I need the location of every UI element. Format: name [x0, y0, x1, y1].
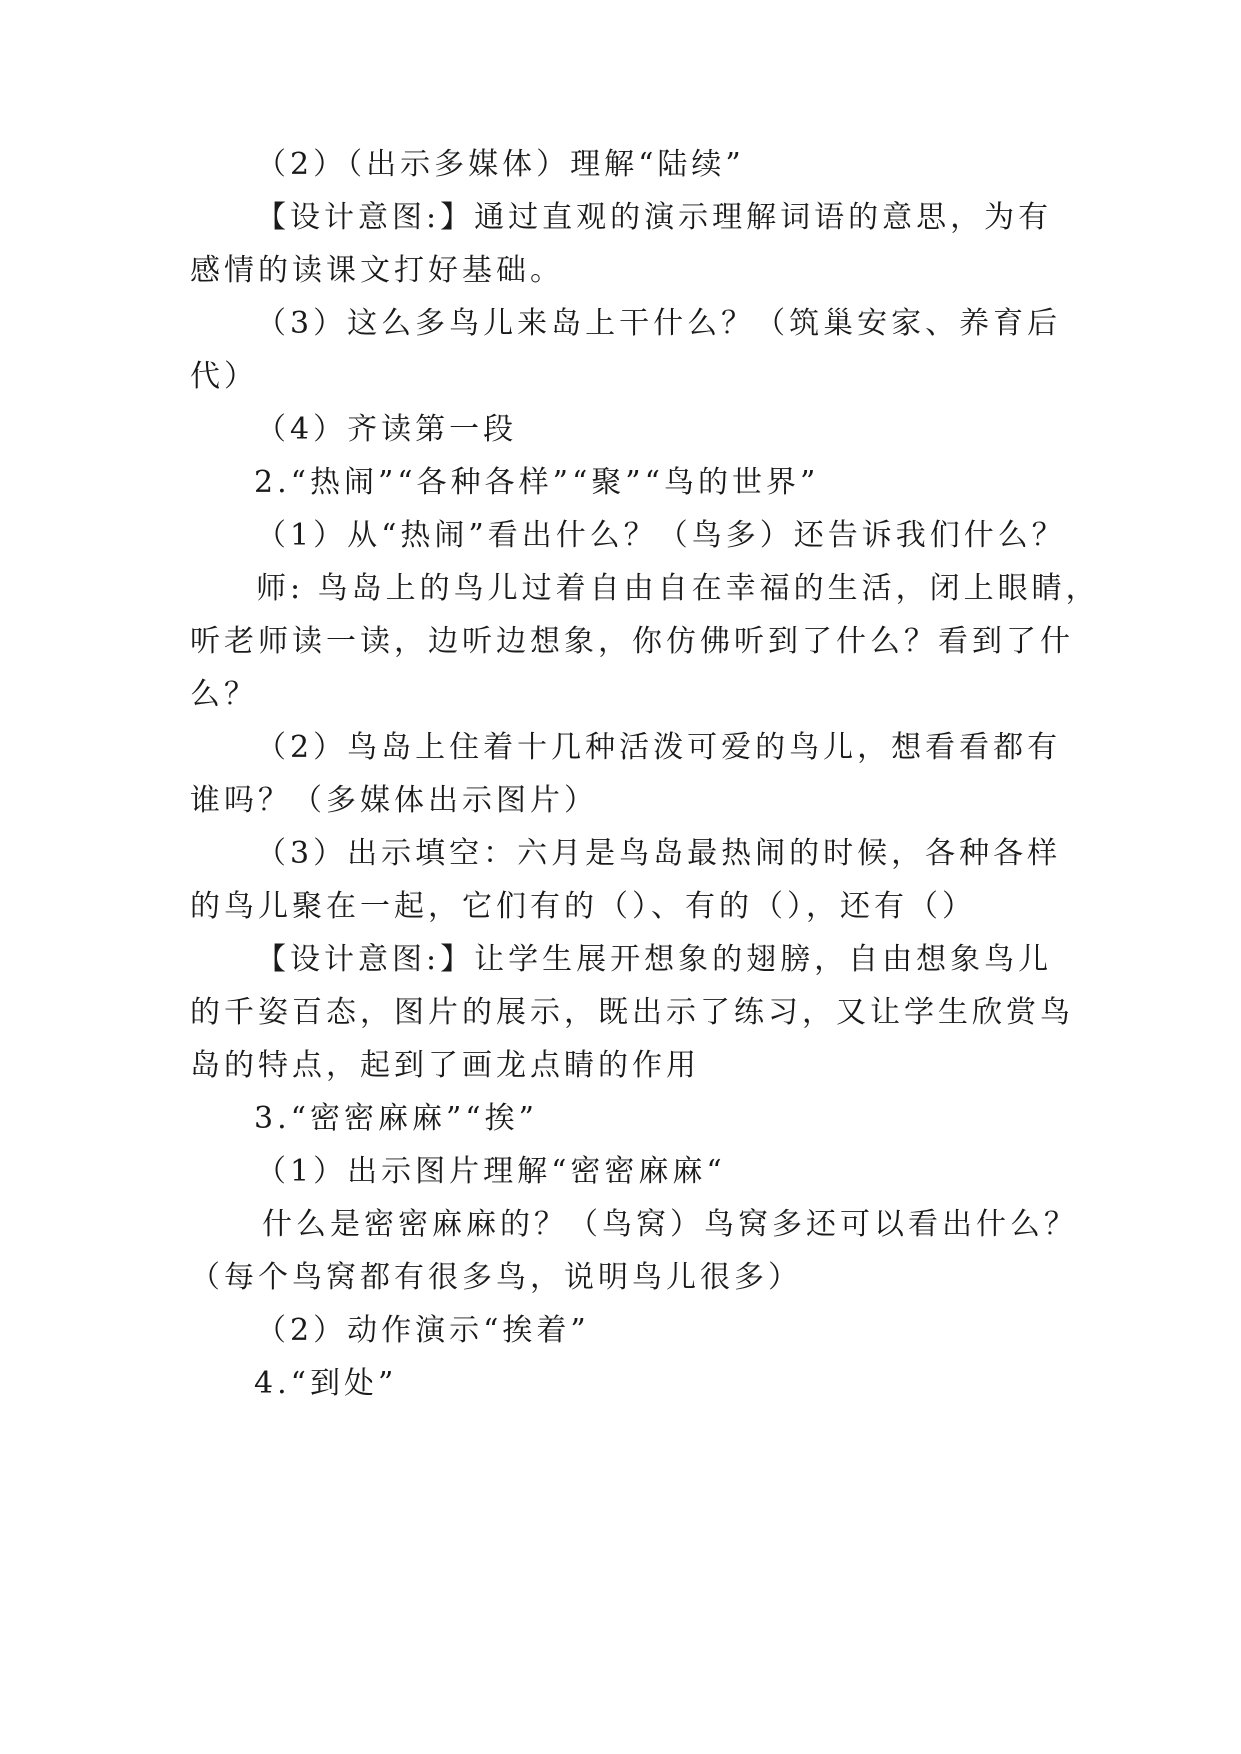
text-line: 什么是密密麻麻的？（鸟窝）鸟窝多还可以看出什么？ [262, 1207, 1078, 1242]
text-line: 感情的读课文打好基础。 [190, 253, 564, 288]
text-line: （1）从“热闹”看出什么？（鸟多）还告诉我们什么？ [256, 518, 1066, 553]
section-heading-3: 3.“密密麻麻”“挨” [254, 1101, 538, 1136]
text-line: 的千姿百态，图片的展示，既出示了练习，又让学生欣赏鸟 [190, 995, 1074, 1030]
text-line: 听老师读一读，边听边想象，你仿佛听到了什么？看到了什 [190, 624, 1074, 659]
text-line: （3）出示填空：六月是鸟岛最热闹的时候，各种各样 [256, 836, 1062, 871]
text-line: 代） [190, 359, 258, 394]
text-line: （2）鸟岛上住着十几种活泼可爱的鸟儿，想看看都有 [256, 730, 1062, 765]
section-heading-4: 4.“到处” [254, 1366, 398, 1401]
text-line: 谁吗？（多媒体出示图片） [190, 783, 598, 818]
text-line: （1）出示图片理解“密密麻麻“ [256, 1154, 726, 1189]
design-intent-line: 【设计意图:】让学生展开想象的翅膀，自由想象鸟儿 [256, 942, 1053, 977]
text-line: 师: 鸟岛上的鸟儿过着自由自在幸福的生活，闭上眼睛， [256, 571, 1100, 606]
text-line: 的鸟儿聚在一起，它们有的（）、有的（），还有（） [190, 889, 976, 924]
section-heading-2: 2.“热闹”“各种各样”“聚”“鸟的世界” [254, 465, 820, 500]
text-line: （2）（出示多媒体）理解“陆续” [256, 147, 745, 182]
text-line: 岛的特点，起到了画龙点睛的作用 [190, 1048, 700, 1083]
text-line: 么？ [190, 677, 258, 712]
text-line: （2）动作演示“挨着” [256, 1313, 590, 1348]
design-intent-line: 【设计意图:】通过直观的演示理解词语的意思，为有 [256, 200, 1053, 235]
text-line: （4）齐读第一段 [256, 412, 518, 447]
text-line: （每个鸟窝都有很多鸟，说明鸟儿很多） [190, 1260, 802, 1295]
text-line: （3）这么多鸟儿来岛上干什么？（筑巢安家、养育后 [256, 306, 1062, 341]
